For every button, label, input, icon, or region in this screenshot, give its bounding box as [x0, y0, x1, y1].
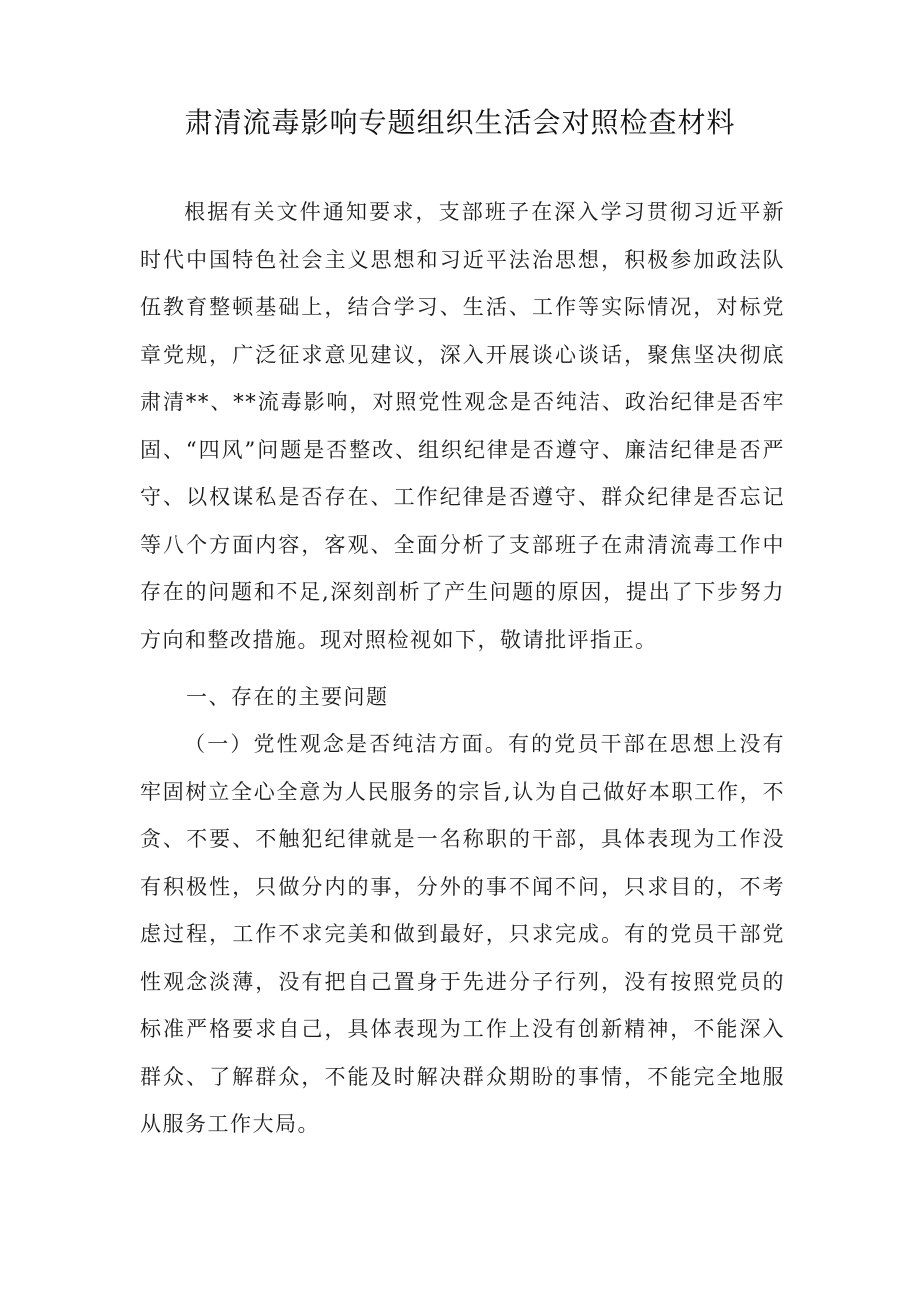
item-one-paragraph: （一）党性观念是否纯洁方面。有的党员干部在思想上没有牢固树立全心全意为人民服务的宗旨,认为自己做好本职工作，不贪、不要、不触犯纪律就是一名称职的干部，具体表现为工作没有积极性，只做分内的事，分外的事不闻不问，只求目的，不考虑过程，工作不求完美和做到最好，只求完成。有的党员干部党性观念淡薄，没有把自己置身于先进分子行列，没有按照党员的标准严格要求自己，具体表现为工作上没有创新精神，不能深入群众、了解群众，不能及时解决群众期盼的事情，不能完全地服从服务工作大局。: [140, 732, 785, 1136]
document-title: 肃清流毒影响专题组织生活会对照检查材料: [184, 106, 736, 139]
section-heading-problems: 一、存在的主要问题: [186, 685, 389, 709]
intro-paragraph: 根据有关文件通知要求，支部班子在深入学习贯彻习近平新时代中国特色社会主义思想和习近平法治思想，积极参加政法队伍教育整顿基础上，结合学习、生活、工作等实际情况，对标党章党规，广泛征求意见建议，深入开展谈心谈话，聚焦坚决彻底肃清**、**流毒影响，对照党性观念是否纯洁、政治纪律是否牢固、“四风”问题是否整改、组织纪律是否遵守、廉洁纪律是否严守、以权谋私是否存在、工作纪律是否遵守、群众纪律是否忘记等八个方面内容，客观、全面分析了支部班子在肃清流毒工作中存在的问题和不足,深刻剖析了产生问题的原因，提出了下步努力方向和整改措施。现对照检视如下，敬请批评指正。: [140, 200, 785, 652]
